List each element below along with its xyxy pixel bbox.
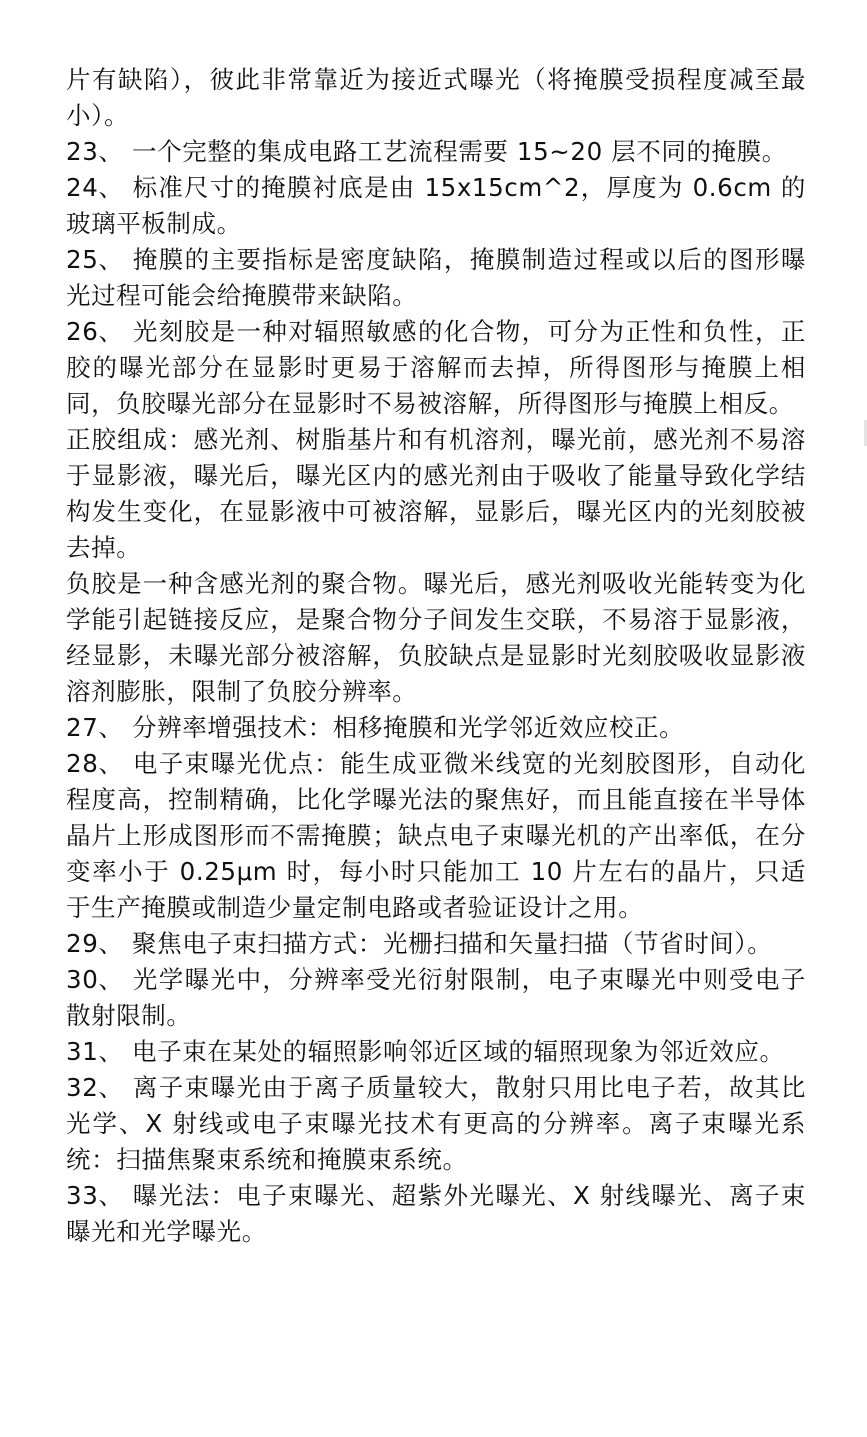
paragraph-text: 电子束曝光优点：能生成亚微米线宽的光刻胶图形，自动化程度高，控制精确，比化学曝光法的聚焦好，而且能直接在半导体晶片上形成图形而不需掩膜；缺点电子束曝光机的产出率低，在分变率小于 0.25μm 时，每小时只能加工 10 片左右的晶片，只适于生产掩膜或制造少量定制电路或者验证设计之用。	[66, 749, 806, 922]
paragraph-negative-resist	[66, 566, 806, 710]
paragraph-item-24	[66, 170, 806, 242]
paragraph-text: 掩膜的主要指标是密度缺陷，掩膜制造过程或以后的图形曝光过程可能会给掩膜带来缺陷。	[66, 245, 806, 310]
paragraph-text: 负胶是一种含感光剂的聚合物。曝光后，感光剂吸收光能转变为化学能引起链接反应，是聚合物分子间发生交联，不易溶于显影液，经显影，未曝光部分被溶解，负胶缺点是显影时光刻胶吸收显影液溶剂膨胀，限制了负胶分辨率。	[66, 569, 806, 706]
item-number: 32、	[66, 1073, 124, 1102]
paragraph-continued	[66, 62, 806, 134]
paragraph-text: 电子束在某处的辐照影响邻近区域的辐照现象为邻近效应。	[132, 1037, 785, 1066]
paragraph-text: 分辨率增强技术：相移掩膜和光学邻近效应校正。	[132, 713, 685, 742]
item-number: 27、	[66, 713, 124, 742]
paragraph-item-30	[66, 962, 806, 1034]
item-number: 26、	[66, 317, 124, 346]
paragraph-text: 光学曝光中，分辨率受光衍射限制，电子束曝光中则受电子散射限制。	[66, 965, 806, 1030]
item-number: 33、	[66, 1181, 124, 1210]
paragraph-item-31	[66, 1034, 806, 1070]
paragraph-positive-resist	[66, 422, 806, 566]
document-page	[66, 62, 806, 1250]
paragraph-text: 标准尺寸的掩膜衬底是由 15x15cm^2，厚度为 0.6cm 的玻璃平板制成。	[66, 173, 806, 238]
paragraph-text: 聚焦电子束扫描方式：光栅扫描和矢量扫描（节省时间）。	[132, 929, 773, 958]
paragraph-item-32	[66, 1070, 806, 1178]
item-number: 30、	[66, 965, 124, 994]
item-number: 29、	[66, 929, 124, 958]
paragraph-text: 片有缺陷），彼此非常靠近为接近式曝光（将掩膜受损程度减至最小）。	[66, 65, 806, 130]
paragraph-text: 光刻胶是一种对辐照敏感的化合物，可分为正性和负性，正胶的曝光部分在显影时更易于溶解而去掉，所得图形与掩膜上相同，负胶曝光部分在显影时不易被溶解，所得图形与掩膜上相反。	[66, 317, 806, 418]
paragraph-text: 曝光法：电子束曝光、超紫外光曝光、X 射线曝光、离子束曝光和光学曝光。	[66, 1181, 806, 1246]
paragraph-item-25	[66, 242, 806, 314]
item-number: 23、	[66, 137, 124, 166]
item-number: 28、	[66, 749, 124, 778]
paragraph-item-33	[66, 1178, 806, 1250]
item-number: 24、	[66, 173, 124, 202]
paragraph-item-27	[66, 710, 806, 746]
paragraph-text: 一个完整的集成电路工艺流程需要 15~20 层不同的掩膜。	[132, 137, 787, 166]
paragraph-text: 离子束曝光由于离子质量较大，散射只用比电子若，故其比光学、X 射线或电子束曝光技术有更高的分辨率。离子束曝光系统：扫描焦聚束系统和掩膜束系统。	[66, 1073, 806, 1174]
paragraph-text: 正胶组成：感光剂、树脂基片和有机溶剂，曝光前，感光剂不易溶于显影液，曝光后，曝光区内的感光剂由于吸收了能量导致化学结构发生变化，在显影液中可被溶解，显影后，曝光区内的光刻胶被去掉。	[66, 425, 806, 562]
paragraph-item-29	[66, 926, 806, 962]
item-number: 25、	[66, 245, 124, 274]
paragraph-item-28	[66, 746, 806, 926]
item-number: 31、	[66, 1037, 124, 1066]
paragraph-item-26	[66, 314, 806, 422]
paragraph-item-23	[66, 134, 806, 170]
